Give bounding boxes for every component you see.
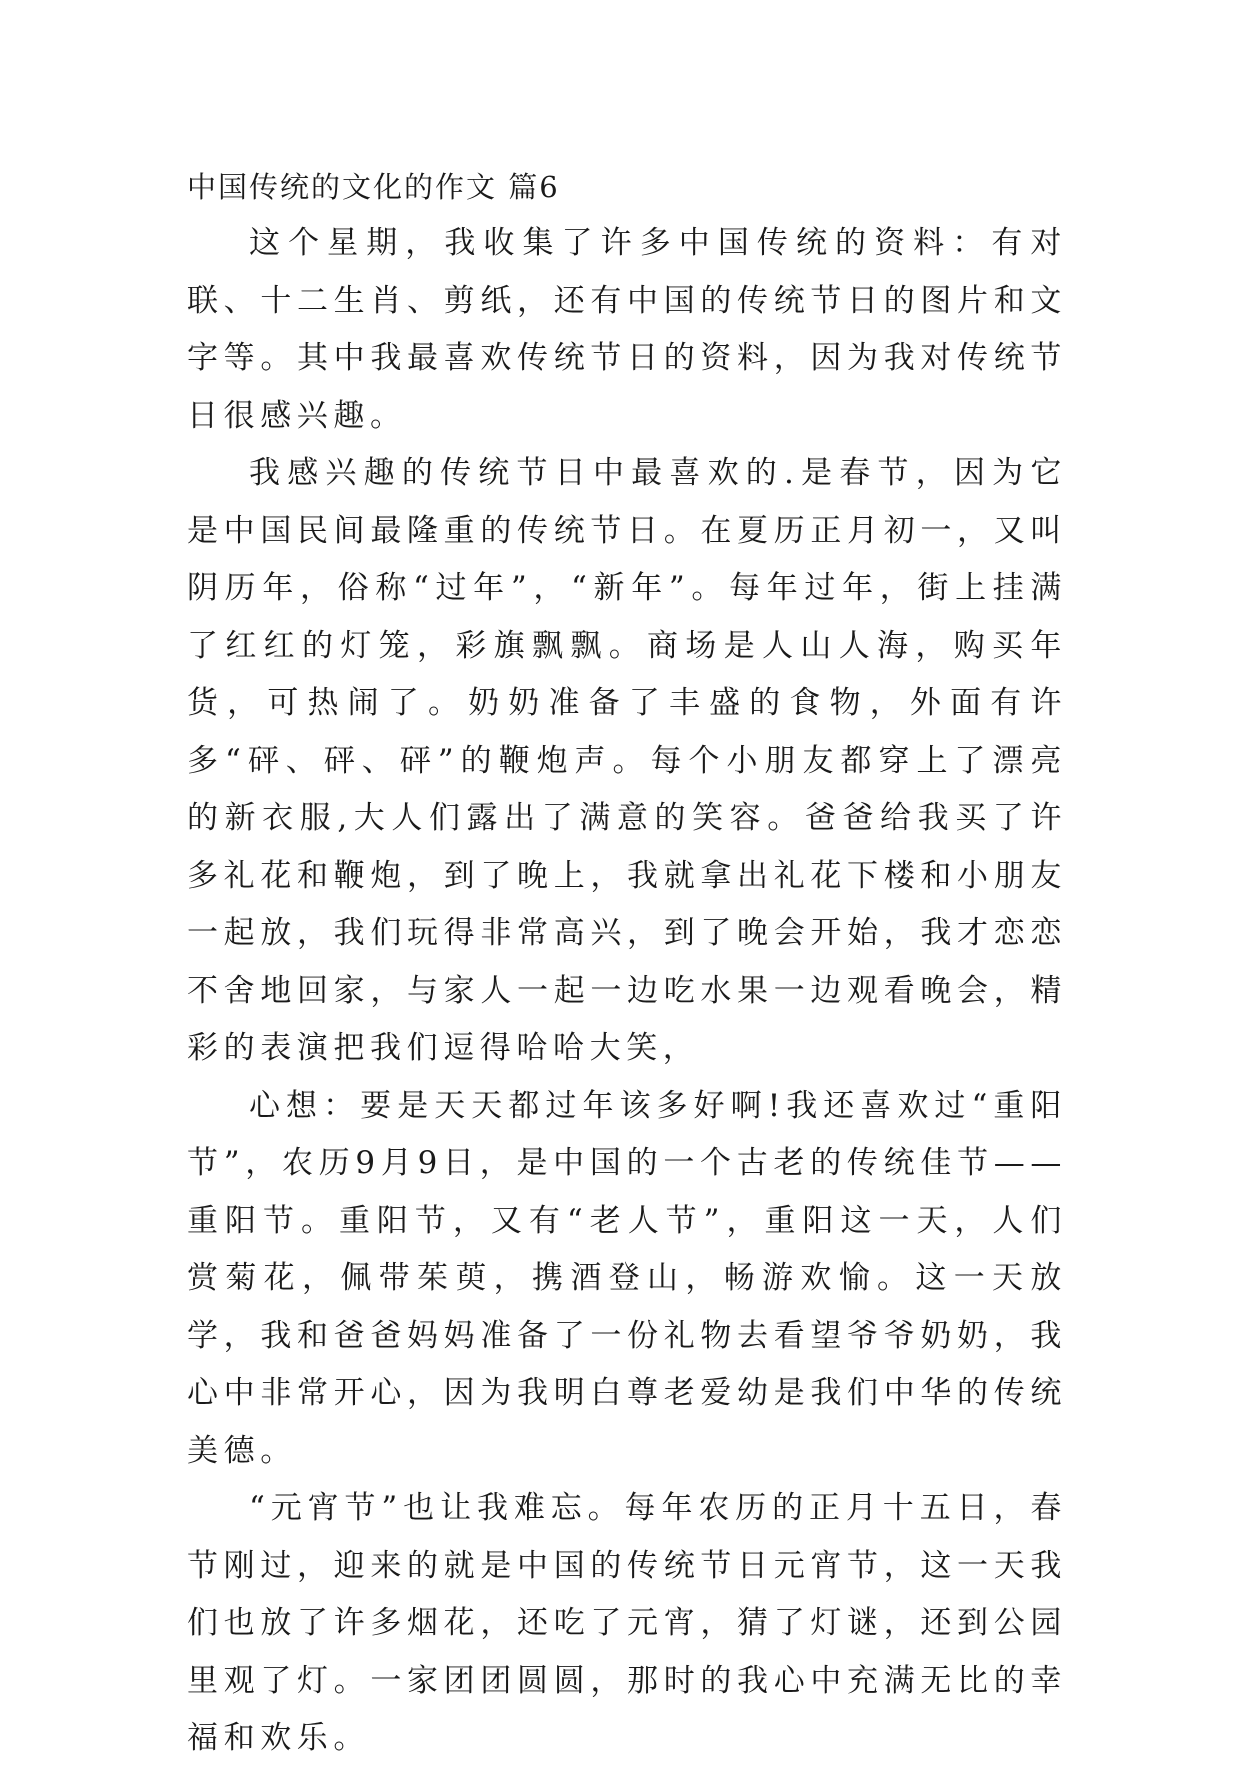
paragraph-double-ninth: 心想：要是天天都过年该多好啊!我还喜欢过“重阳节”，农历9月9日，是中国的一个古老的传统佳节——重阳节。重阳节，又有“老人节”，重阳这一天，人们赏菊花，佩带茱萸，携酒登山，畅游欢愉。这一天放学，我和爸爸妈妈准备了一份礼物去看望爷爷奶奶，我心中非常开心，因为我明白尊老爱幼是我们中华的传统美德。 bbox=[187, 1087, 1067, 1469]
paragraph-collection: 这个星期，我收集了许多中国传统的资料：有对联、十二生肖、剪纸，还有中国的传统节日的图片和文字等。其中我最喜欢传统节日的资料，因为我对传统节日很感兴趣。 bbox=[187, 225, 1067, 434]
document-heading: 中国传统的文化的作文 篇6 bbox=[187, 170, 560, 204]
paragraph-lantern-festival: “元宵节”也让我难忘。每年农历的正月十五日，春节刚过，迎来的就是中国的传统节日元宵节，这一天我们也放了许多烟花，还吃了元宵，猜了灯谜，还到公园里观了灯。一家团团圆圆，那时的我心中充满无比的幸福和欢乐。 bbox=[187, 1490, 1067, 1756]
paragraph-spring-festival: 我感兴趣的传统节日中最喜欢的.是春节，因为它是中国民间最隆重的传统节日。在夏历正月初一，又叫阴历年，俗称“过年”，“新年”。每年过年，街上挂满了红红的灯笼，彩旗飘飘。商场是人山人海，购买年货，可热闹了。奶奶准备了丰盛的食物，外面有许多“砰、砰、砰”的鞭炮声。每个小朋友都穿上了漂亮的新衣服,大人们露出了满意的笑容。爸爸给我买了许多礼花和鞭炮，到了晚上，我就拿出礼花下楼和小朋友一起放，我们玩得非常高兴，到了晚会开始，我才恋恋不舍地回家，与家人一起一边吃水果一边观看晚会，精彩的表演把我们逗得哈哈大笑， bbox=[187, 455, 1067, 1066]
document-body bbox=[187, 160, 1067, 1768]
